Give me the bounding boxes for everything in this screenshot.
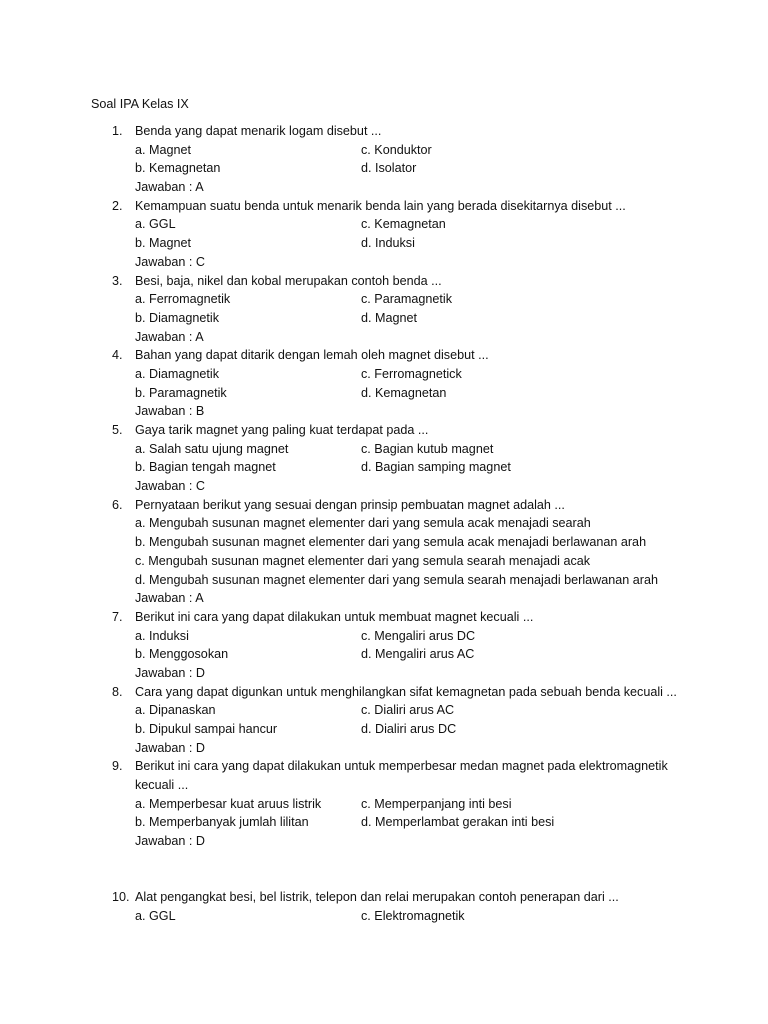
question-text: Kemampuan suatu benda untuk menarik benda lain yang berada disekitarnya disebut ... — [135, 198, 626, 213]
question-number: 1. — [112, 124, 123, 138]
question-text: Alat pengangkat besi, bel listrik, telepon dan relai merupakan contoh penerapan dari ... — [135, 889, 619, 904]
answer-option: a. GGL — [135, 217, 176, 232]
text-line — [0, 496, 768, 515]
question-text: kecuali ... — [135, 778, 189, 793]
question-number: 9. — [112, 759, 123, 774]
text-line — [0, 402, 768, 421]
question-text: Gaya tarik magnet yang paling kuat terdapat pada ... — [135, 423, 429, 437]
question-text: Berikut ini cara yang dapat dilakukan untuk memperbesar medan magnet pada elektromagnetik — [135, 759, 668, 774]
text-line — [0, 477, 768, 496]
answer-option: c. Ferromagnetick — [361, 366, 462, 381]
answer-option: b. Memperbanyak jumlah lilitan — [135, 815, 309, 830]
answer-option: d. Mengubah susunan magnet elementer dari yang semula searah menajadi berlawanan arah — [135, 572, 658, 587]
answer-key: Jawaban : B — [135, 404, 205, 419]
question-item — [0, 496, 768, 608]
text-line — [0, 739, 768, 758]
question-number: 4. — [112, 348, 123, 363]
question-number: 10. — [112, 889, 130, 904]
answer-option: c. Konduktor — [361, 142, 432, 157]
text-line — [0, 701, 768, 720]
text-line — [0, 888, 768, 907]
text-line — [0, 589, 768, 608]
question-number: 3. — [112, 273, 123, 288]
question-item — [0, 122, 768, 197]
answer-option: b. Kemagnetan — [135, 161, 221, 176]
answer-option: a. Dipanaskan — [135, 703, 216, 718]
answer-option: c. Bagian kutub magnet — [361, 441, 494, 456]
text-line — [0, 757, 768, 776]
text-line — [0, 776, 768, 795]
answer-option: c. Dialiri arus AC — [361, 703, 455, 718]
answer-option: b. Magnet — [135, 236, 192, 251]
text-line — [0, 813, 768, 832]
text-line — [0, 122, 768, 141]
question-list — [0, 122, 768, 925]
text-line — [0, 514, 768, 533]
text-line — [0, 309, 768, 328]
answer-option: b. Paramagnetik — [135, 385, 227, 400]
text-line — [0, 627, 768, 646]
answer-option: b. Bagian tengah magnet — [135, 460, 276, 475]
text-line — [0, 571, 768, 590]
text-line — [0, 384, 768, 403]
answer-option: b. Diamagnetik — [135, 310, 219, 325]
answer-option: a. Magnet — [135, 142, 192, 157]
text-line — [0, 197, 768, 216]
answer-option: c. Paramagnetik — [361, 292, 452, 307]
answer-option: d. Magnet — [361, 310, 418, 325]
question-number: 2. — [112, 198, 123, 213]
text-line — [0, 533, 768, 552]
text-line — [0, 683, 768, 702]
answer-option: c. Elektromagnetik — [361, 908, 465, 923]
answer-option: b. Mengubah susunan magnet elementer dari yang semula acak menajadi berlawanan arah — [135, 535, 647, 550]
text-line — [0, 272, 768, 291]
text-line — [0, 664, 768, 683]
question-text: Berikut ini cara yang dapat dilakukan untuk membuat magnet kecuali ... — [135, 609, 534, 624]
text-line — [0, 346, 768, 365]
text-line — [0, 253, 768, 272]
answer-option: a. Ferromagnetik — [135, 292, 231, 307]
question-item — [0, 346, 768, 421]
question-item — [0, 197, 768, 272]
text-line — [0, 795, 768, 814]
answer-option: c. Mengaliri arus DC — [361, 628, 476, 643]
answer-option: c. Mengubah susunan magnet elementer dari yang semula searah menajadi acak — [135, 553, 591, 568]
text-line — [0, 178, 768, 197]
text-line — [0, 290, 768, 309]
answer-option: d. Mengaliri arus AC — [361, 647, 475, 662]
question-text: Pernyataan berikut yang sesuai dengan prinsip pembuatan magnet adalah ... — [135, 497, 565, 512]
text-line — [0, 159, 768, 178]
question-text: Benda yang dapat menarik logam disebut ... — [135, 124, 382, 138]
text-line — [0, 421, 768, 440]
text-line — [0, 608, 768, 627]
answer-key: Jawaban : D — [135, 740, 206, 755]
question-item — [0, 272, 768, 347]
answer-option: a. Memperbesar kuat aruus listrik — [135, 796, 322, 811]
answer-key: Jawaban : D — [135, 665, 206, 680]
document-title: Soal IPA Kelas IX — [91, 97, 189, 111]
answer-key: Jawaban : A — [135, 591, 204, 606]
answer-key: Jawaban : C — [135, 479, 206, 494]
text-line — [0, 328, 768, 347]
question-item — [0, 757, 768, 850]
answer-option: a. Induksi — [135, 628, 189, 643]
answer-option: d. Kemagnetan — [361, 385, 447, 400]
text-line — [0, 645, 768, 664]
question-number: 7. — [112, 609, 123, 624]
question-item — [0, 608, 768, 683]
question-number: 5. — [112, 423, 123, 437]
answer-option: b. Menggosokan — [135, 647, 229, 662]
answer-option: a. Diamagnetik — [135, 366, 219, 381]
answer-option: a. Salah satu ujung magnet — [135, 441, 289, 456]
answer-option: c. Memperpanjang inti besi — [361, 796, 512, 811]
answer-option: a. Mengubah susunan magnet elementer dari yang semula acak menajadi searah — [135, 516, 591, 531]
text-line — [0, 234, 768, 253]
text-line — [0, 458, 768, 477]
text-line — [0, 440, 768, 459]
text-line — [0, 907, 768, 926]
answer-option: d. Bagian samping magnet — [361, 460, 511, 475]
answer-key: Jawaban : A — [135, 180, 204, 195]
answer-option: d. Dialiri arus DC — [361, 722, 457, 736]
answer-option: d. Isolator — [361, 161, 417, 176]
answer-option: d. Induksi — [361, 236, 415, 251]
question-number: 8. — [112, 684, 123, 699]
question-number: 6. — [112, 497, 123, 512]
answer-key: Jawaban : C — [135, 254, 206, 269]
question-text: Cara yang dapat digunkan untuk menghilangkan sifat kemagnetan pada sebuah benda kecuali ... — [135, 684, 677, 699]
question-item — [0, 888, 768, 925]
question-item — [0, 421, 768, 496]
answer-option: c. Kemagnetan — [361, 217, 446, 232]
text-line — [0, 552, 768, 571]
text-line — [0, 832, 768, 851]
answer-option: b. Dipukul sampai hancur — [135, 722, 278, 736]
answer-option: a. GGL — [135, 908, 176, 923]
text-line — [0, 365, 768, 384]
question-item — [0, 683, 768, 758]
text-line — [0, 141, 768, 160]
text-line — [0, 720, 768, 739]
answer-option: d. Memperlambat gerakan inti besi — [361, 815, 555, 830]
answer-key: Jawaban : A — [135, 329, 204, 344]
question-text: Besi, baja, nikel dan kobal merupakan contoh benda ... — [135, 273, 442, 288]
text-line — [0, 215, 768, 234]
question-text: Bahan yang dapat ditarik dengan lemah oleh magnet disebut ... — [135, 348, 489, 363]
answer-key: Jawaban : D — [135, 834, 206, 849]
